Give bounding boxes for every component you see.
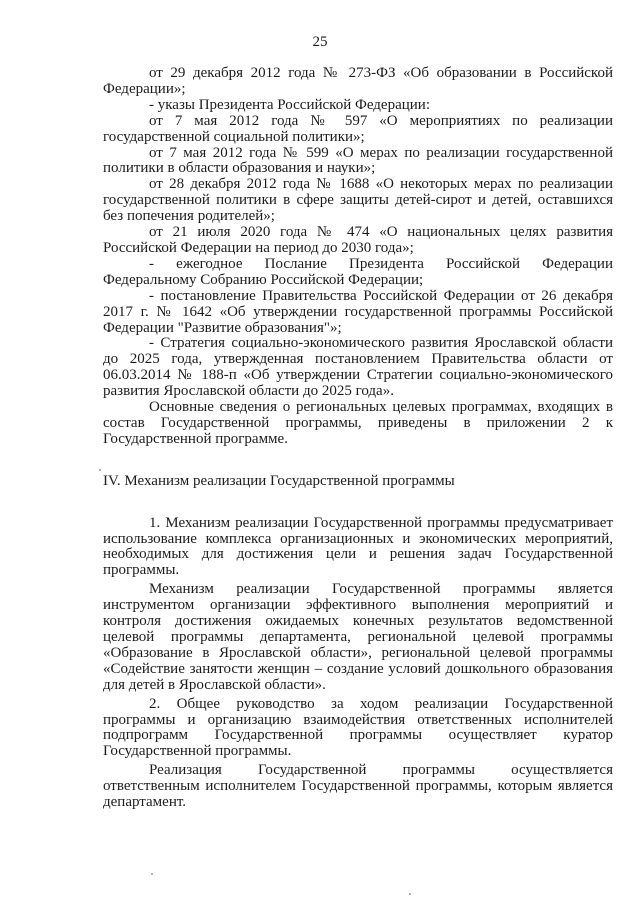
paragraph: Основные сведения о региональных целевых программах, входящих в состав Государственной программы, приведены в приложении 2 к Государственной программе.: [103, 399, 613, 447]
paragraph: 1. Механизм реализации Государственной программы предусматривает использование комплекса организационных и экономических мероприятий, необходимых для достижения цели и решения задач Государственной программы.: [103, 514, 613, 579]
paragraph: - Стратегия социально-экономического развития Ярославской области до 2025 года, утвержденная постановлением Правительства области от 06.03.2014 № 188-п «Об утверждении Стратегии социально-экономического развития Ярославской области до 2025 года».: [103, 335, 613, 400]
page-number: 25: [312, 34, 328, 50]
paragraph: от 29 декабря 2012 года № 273-ФЗ «Об образовании в Российской Федерации»;: [103, 65, 613, 97]
paragraph: от 28 декабря 2012 года № 1688 «О некоторых мерах по реализации государственной политики в сфере защиты детей-сирот и детей, оставшихся без попечения родителей»;: [103, 176, 613, 225]
paragraph: Механизм реализации Государственной программы является инструментом организации эффективного выполнения мероприятий и контроля достижения ожидаемых конечных результатов ведомственной целевой программы департамента, региональной целевой программы «Образование в Ярославской области», региональной целевой программы «Содействие занятости женщин – создание условий дошкольного образования для детей в Ярославской области».: [103, 581, 613, 693]
scan-speck: [99, 469, 101, 471]
paragraph: - ежегодное Послание Президента Российской Федерации Федеральному Собранию Российской Федерации;: [103, 255, 613, 288]
paragraph: Реализация Государственной программы осуществляется ответственным исполнителем Государственной программы, которым является департамент.: [103, 762, 613, 811]
paragraph: 2. Общее руководство за ходом реализации Государственной программы и организацию взаимодействия ответственных исполнителей подпрограмм Государственной программы осуществляет куратор Государственной программы.: [103, 695, 613, 760]
paragraph: - постановление Правительства Российской Федерации от 26 декабря 2017 г. № 1642 «Об утверждении государственной программы Российской Федерации "Развитие образования"»;: [103, 287, 613, 336]
scan-speck: [151, 873, 153, 875]
paragraph: от 7 мая 2012 года № 599 «О мерах по реализации государственной политики в области образования и науки»;: [103, 144, 613, 177]
section-heading: IV. Механизм реализации Государственной программы: [103, 472, 455, 489]
paragraph: от 7 мая 2012 года № 597 «О мероприятиях по реализации государственной социальной политики»;: [103, 112, 613, 145]
document-body: [103, 66, 613, 811]
paragraph: - указы Президента Российской Федерации:: [149, 96, 430, 113]
paragraph: от 21 июля 2020 года № 474 «О национальных целях развития Российской Федерации на период до 2030 года»;: [103, 224, 613, 256]
scan-speck: [409, 893, 411, 895]
